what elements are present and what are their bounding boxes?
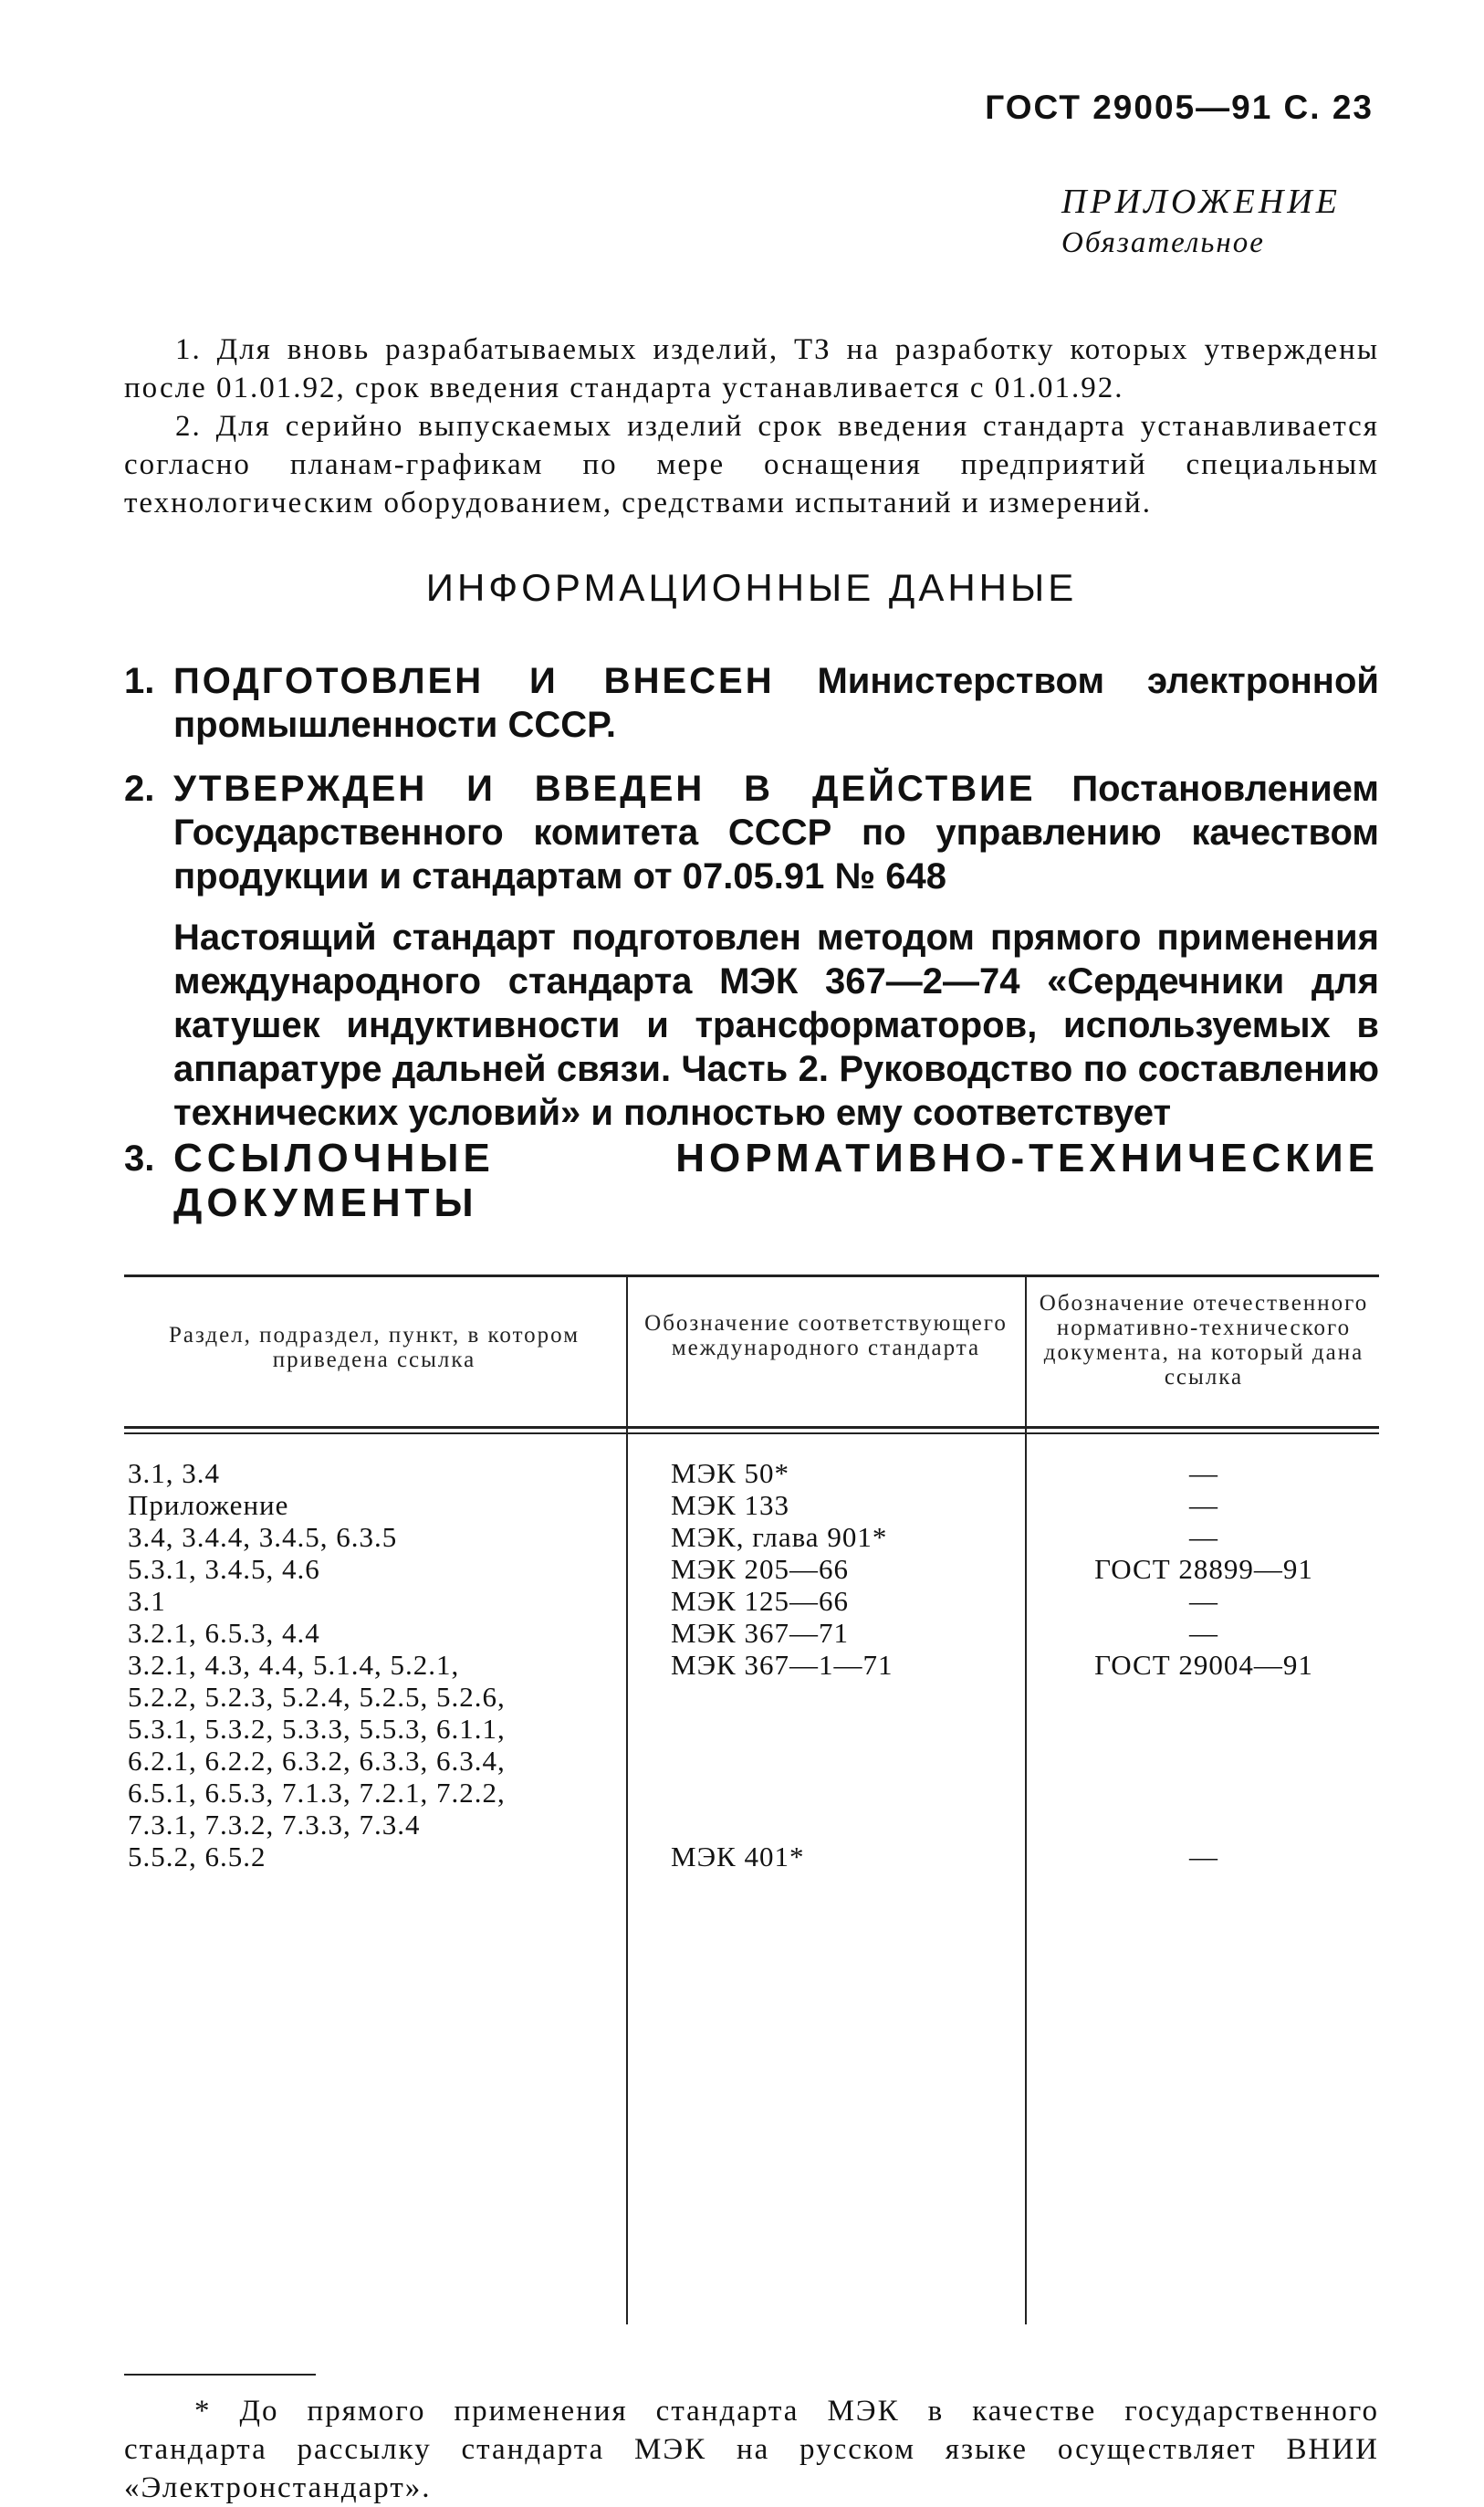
table-cell: МЭК 205—66 [671,1553,849,1585]
table-cell: МЭК, глава 901* [671,1521,888,1553]
table-cell [671,1777,1018,1809]
table-column-divider [1025,1274,1027,2324]
table-cell: ГОСТ 28899—91 [1094,1553,1313,1585]
item-number: 1. [124,661,155,701]
table-cell: 3.2.1, 6.5.3, 4.4 [128,1617,320,1649]
table-cell: 3.4, 3.4.4, 3.4.5, 6.3.5 [128,1521,398,1553]
item-lead: ССЫЛОЧНЫЕ НОРМАТИВНО-ТЕХНИЧЕСКИЕ ДОКУМЕНТЫ [173,1136,1379,1225]
table-cell: — [1189,1617,1218,1649]
table-cell: 3.1, 3.4 [128,1457,220,1489]
table-column-international [671,1457,1018,1872]
info-item-2-note [124,916,1379,1135]
table-cell: МЭК 367—1—71 [671,1649,894,1681]
table-header-domestic: Обозначение отечественного нормативно-технического документа, на который дана ссылка [1039,1291,1369,1390]
table-cell [1029,1713,1379,1745]
info-item-2 [124,767,1379,898]
table-column-sections [128,1457,621,1872]
table-cell [1029,1745,1379,1777]
annex-paragraph-1: 1. Для вновь разрабатываемых изделий, ТЗ на разработку которых утверждены после 01.01.92, срок введения стандарта устанавливается с 01.01.92. [124,333,1379,404]
table-cell: — [1189,1585,1218,1617]
table-cell: МЭК 367—71 [671,1617,849,1649]
table-cell: 3.2.1, 4.3, 4.4, 5.1.4, 5.2.1, [128,1649,460,1681]
item-lead: УТВЕРЖДЕН И ВВЕДЕН В ДЕЙСТВИЕ [173,769,1036,809]
info-item-1 [124,659,1379,747]
table-cell: МЭК 133 [671,1489,789,1521]
table-top-rule [124,1274,1379,1277]
table-cell [671,1681,1018,1713]
item-lead: ПОДГОТОВЛЕН И ВНЕСЕН [173,661,775,701]
item-number: 2. [124,769,155,809]
table-cell: МЭК 50* [671,1457,789,1489]
table-cell [1029,1809,1379,1841]
item-note-text: Настоящий стандарт подготовлен методом прямого применения международного стандарта МЭК 367—2—74 «Сердечники для катушек индуктивности и трансформаторов, используемых в аппаратуре дальней связи. Часть 2. Руководство по составлению технических условий» и полностью ему соответствует [173,918,1379,1133]
info-heading: ИНФОРМАЦИОННЫЕ ДАННЫЕ [425,566,1078,609]
item-text: Постановлением Государственного комитета СССР по управлению качеством продукции и стандартам от 07.05.91 № 648 [173,769,1379,897]
table-cell [671,1745,1018,1777]
info-item-3 [124,1137,1379,1226]
annex-title: ПРИЛОЖЕНИЕ [1061,183,1341,221]
table-column-domestic [1029,1457,1379,1872]
table-cell: 5.3.1, 5.3.2, 5.3.3, 5.5.3, 6.1.1, [128,1713,506,1745]
table-cell: 5.3.1, 3.4.5, 4.6 [128,1553,320,1585]
table-cell [671,1713,1018,1745]
table-column-divider [626,1274,628,2324]
table-head-rule [124,1426,1379,1429]
table-cell: 3.1 [128,1585,166,1617]
table-cell: Приложение [128,1489,289,1521]
table-header-section: Раздел, подраздел, пункт, в котором приведена ссылка [168,1323,580,1372]
table-cell: — [1189,1841,1218,1872]
item-text: Министерством электронной промышленности СССР. [173,661,1379,745]
table-cell: МЭК 401* [671,1841,805,1872]
table-header-international: Обозначение соответствующего международного стандарта [644,1311,1008,1360]
table-cell: — [1189,1457,1218,1489]
table-cell: 6.2.1, 6.2.2, 6.3.2, 6.3.3, 6.3.4, [128,1745,506,1777]
table-head-rule [124,1432,1379,1434]
table-cell [1029,1777,1379,1809]
item-number: 3. [124,1138,155,1179]
table-cell: — [1189,1489,1218,1521]
table-cell: 5.2.2, 5.2.3, 5.2.4, 5.2.5, 5.2.6, [128,1681,506,1713]
table-cell: ГОСТ 29004—91 [1094,1649,1313,1681]
annex-paragraph-2: 2. Для серийно выпускаемых изделий срок введения стандарта устанавливается согласно планам-графикам по мере оснащения предприятий специальным технологическим оборудованием, средствами испытаний и измерений. [124,410,1379,519]
table-cell: — [1189,1521,1218,1553]
footnote: * До прямого применения стандарта МЭК в качестве государственного стандарта рассылку стандарта МЭК на русском языке осуществляет ВНИИ «Электронстандарт». [124,2395,1379,2504]
table-cell [1029,1681,1379,1713]
table-cell: 5.5.2, 6.5.2 [128,1841,266,1872]
table-cell: 7.3.1, 7.3.2, 7.3.3, 7.3.4 [128,1809,421,1841]
running-header: ГОСТ 29005—91 С. 23 [985,89,1374,126]
table-cell: МЭК 125—66 [671,1585,849,1617]
table-cell: 6.5.1, 6.5.3, 7.1.3, 7.2.1, 7.2.2, [128,1777,506,1809]
annex-subtitle: Обязательное [1061,226,1265,259]
table-cell [671,1809,1018,1841]
footnote-rule [124,2374,316,2376]
